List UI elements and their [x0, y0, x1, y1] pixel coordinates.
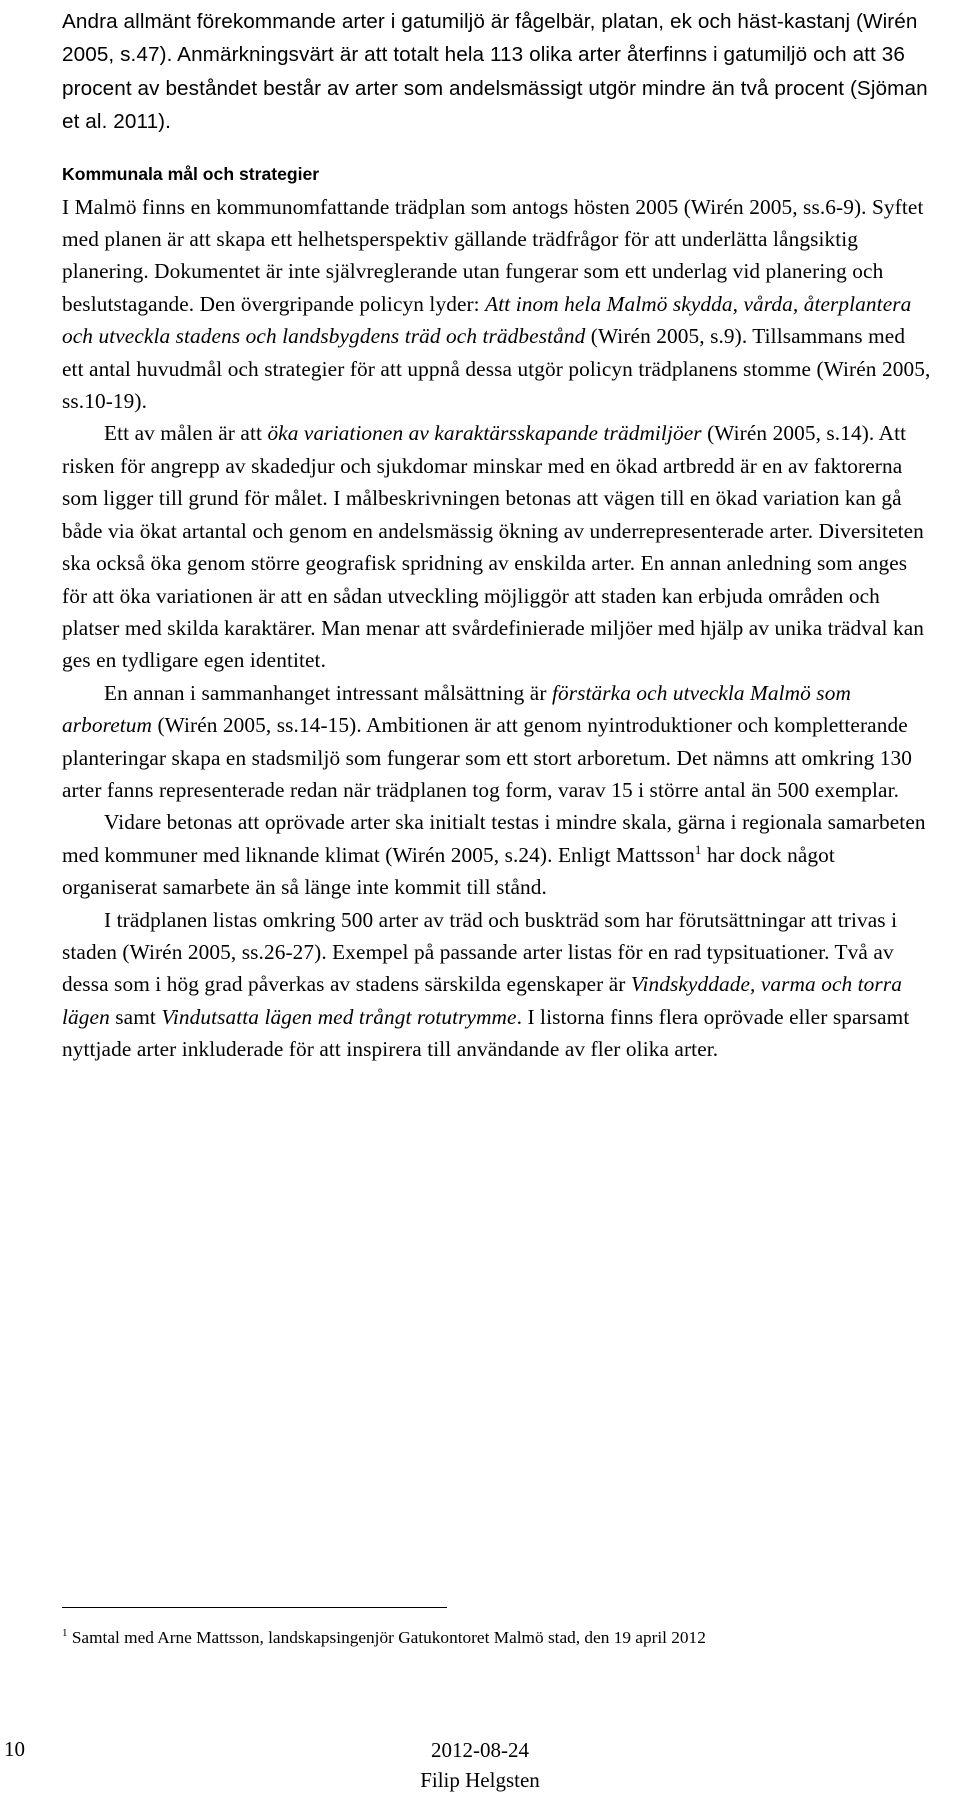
body-paragraph-5 — [62, 806, 932, 903]
paragraph-text: (Wirén 2005, ss.14-15). Ambitionen är att genom nyintroduktioner och kompletterande planteringar skapa en stadsmiljö som fungerar som ett stort arboretum. Det nämns att omkring 130 arter fanns representerade redan när trädplanen tog form, varav 15 i större antal än 500 exemplar. — [62, 713, 913, 802]
paragraph-text: I trädplanen listas omkring 500 arter av träd och buskträd som har förutsättningar att trivas i staden (Wirén 2005, ss.26-27). Exempel på passande arter listas för en rad typsituationer. Två av dessa som i hög grad påverkas av stadens särskilda egenskaper är — [62, 907, 898, 997]
site-type: Vindutsatta lägen med trångt rotutrymme — [161, 1004, 517, 1029]
paragraph-text: . I listorna finns flera oprövade eller sparsamt nyttjade arter inkluderade för att inspirera till användande av fler olika arter. — [62, 1004, 910, 1062]
policy-quote: Att inom hela Malmö skydda, vårda, återplantera och utveckla stadens och landsbygdens träd och trädbestånd — [62, 291, 912, 349]
paragraph-text-sans: Andra allmänt förekommande arter i gatumiljö är fågelbär, platan, ek och häst-kastanj (Wirén 2005, s.47). — [62, 10, 918, 67]
paragraph-text: I Malmö finns en kommunomfattande trädplan som antogs hösten 2005 (Wirén 2005, ss.6-9). Syftet med planen är att skapa ett helhetsperspektiv gällande trädfrågor för att underlätta långsiktig planering. Dokumentet är inte självreglerande utan fungerar som ett underlag vid planering och beslutstagande. Den övergripande policyn lyder: — [62, 194, 924, 316]
heading-block — [62, 163, 932, 185]
site-type: Vindskyddade, varma och torra lägen — [62, 972, 902, 1029]
section-heading: Kommunala mål och strategier — [62, 163, 320, 184]
paragraph-text-sans: Anmärkningsvärt är att totalt hela 113 olika arter återfinns i gatumiljö och att 36 procent av beståndet består av arter som andelsmässigt utgör mindre än två procent (Sjöman et al. 2011). — [62, 43, 928, 134]
goal-title: öka variationen av karaktärsskapande trädmiljöer — [267, 421, 702, 446]
footnote-reference: 1 — [694, 841, 702, 857]
body-paragraph-3 — [62, 417, 932, 676]
document-body — [62, 0, 932, 1066]
page-number: 10 — [4, 1737, 25, 1761]
body-paragraph-2 — [62, 191, 932, 418]
footnote-text: Samtal med Arne Mattsson, landskapsingenjör Gatukontoret Malmö stad, den 19 april 2012 — [67, 1628, 706, 1647]
paragraph-text: En annan i sammanhanget intressant målsättning är — [104, 680, 552, 705]
footer-date: 2012-08-24 — [431, 1738, 529, 1762]
paragraph-text: samt — [109, 1004, 162, 1029]
footnote-marker: 1 — [62, 1627, 68, 1640]
body-paragraph-1 — [62, 5, 932, 139]
footer-author: Filip Helgsten — [420, 1768, 540, 1792]
paragraph-text: har dock något organiserat samarbete än så länge inte kommit till stånd. — [62, 842, 835, 900]
footnote-divider — [62, 1607, 447, 1608]
body-paragraph-4 — [62, 677, 932, 807]
body-paragraph-6 — [62, 904, 932, 1066]
footnote — [62, 1627, 932, 1649]
paragraph-text: (Wirén 2005, s.9). Tillsammans med ett antal huvudmål och strategier för att uppnå dessa utgör policyn trädplanens stomme (Wirén 2005, ss.10-19). — [62, 324, 931, 414]
paragraph-text: Ett av målen är att — [104, 421, 268, 446]
goal-title: förstärka och utveckla Malmö som arboretum — [62, 680, 851, 738]
paragraph-text: Vidare betonas att oprövade arter ska initialt testas i mindre skala, gärna i regionala samarbeten med kommuner med liknande klimat (Wirén 2005, s.24). Enligt Mattsson — [62, 810, 926, 867]
paragraph-text: (Wirén 2005, s.14). Att risken för angrepp av skadedjur och sjukdomar minskar med en ökad artbredd är en av faktorerna som ligger till grund för målet. I målbeskrivningen betonas att vägen till en ökad variation kan gå både via ökat artantal och genom en andelsmässig ökning av underrepresenterade arter. Diversiteten ska också öka genom större geografisk spridning av enskilda arter. En annan anledning som anges för att öka variationen är att en sådan utveckling möjliggör att staden kan erbjuda områden och platser med skilda karaktärer. Man menar att svårdefinierade miljöer med hjälp av unika trädval kan ges en tydligare egen identitet. — [62, 421, 925, 673]
